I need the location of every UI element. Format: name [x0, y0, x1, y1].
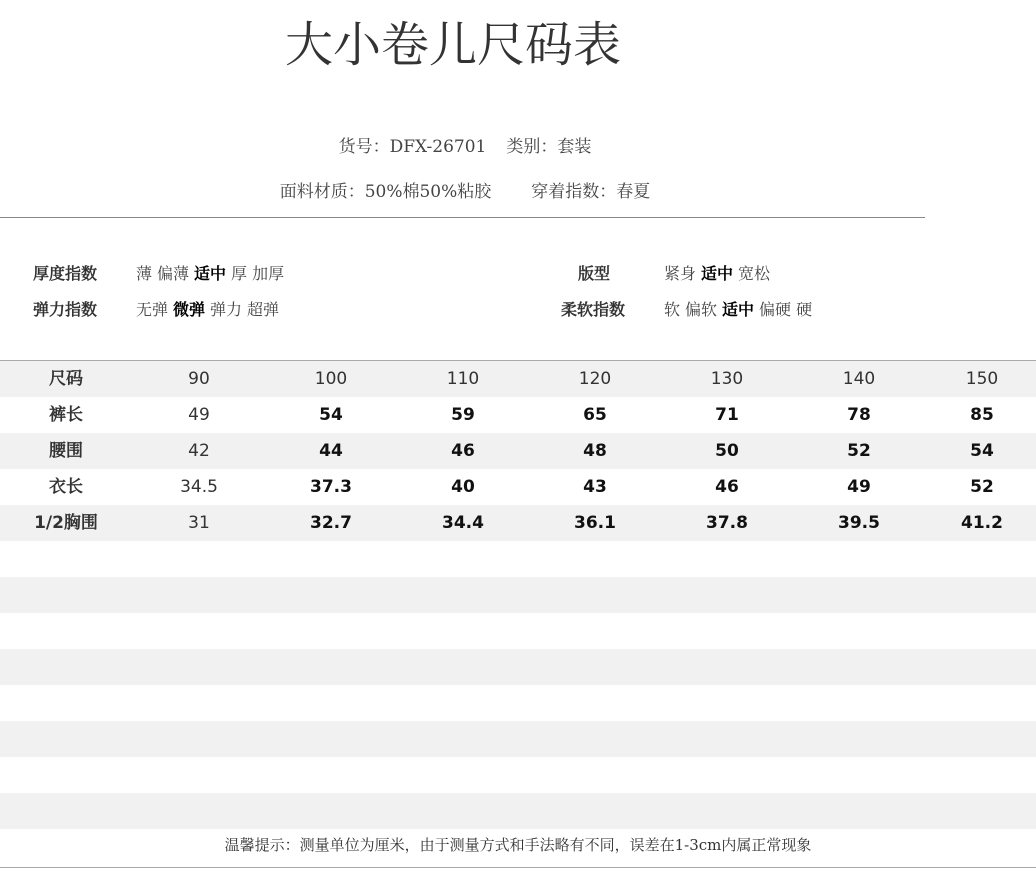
elasticity-option: 超弹: [247, 300, 280, 319]
softness-option: 软: [664, 300, 681, 319]
table-cell: 150: [965, 369, 999, 389]
table-cell: 31: [188, 513, 210, 533]
table-cell: 100: [314, 369, 348, 389]
table-cell: 32.7: [310, 513, 352, 533]
fit-label: 版型: [578, 264, 611, 283]
table-row: [0, 469, 1036, 505]
softness-option: 硬: [796, 300, 813, 319]
table-cell: 34.5: [180, 477, 218, 497]
footer-note: 温馨提示：测量单位为厘米，由于测量方式和手法略有不同，误差在1-3cm内属正常现象: [224, 836, 812, 854]
table-cell: 39.5: [838, 513, 880, 533]
table-cell: 59: [451, 405, 475, 425]
thickness-label: 厚度指数: [33, 264, 98, 283]
table-cell: 37.3: [310, 477, 352, 497]
table-cell: 46: [451, 441, 475, 461]
fit-options: [664, 261, 775, 284]
table-cell: 36.1: [574, 513, 616, 533]
table-row: [0, 505, 1036, 541]
thickness-option: 薄: [136, 264, 153, 283]
elasticity-options: [136, 297, 284, 320]
table-cell: 130: [710, 369, 744, 389]
table-cell: 71: [715, 405, 739, 425]
table-cell: 54: [319, 405, 343, 425]
category-label: 类别：: [506, 137, 558, 157]
table-row: [0, 577, 1036, 613]
page-title: 大小卷儿尺码表: [285, 17, 622, 73]
thickness-option: 偏薄: [157, 264, 190, 283]
elasticity-option: 弹力: [210, 300, 243, 319]
fit-option: 紧身: [664, 264, 697, 283]
table-cell: 85: [970, 405, 994, 425]
table-cell: 78: [847, 405, 871, 425]
fabric-value: 50%棉50%粘胶: [364, 182, 492, 202]
table-row: [0, 433, 1036, 469]
softness-option: 偏软: [685, 300, 718, 319]
season-label: 穿着指数：: [531, 182, 617, 202]
table-cell: 52: [970, 477, 994, 497]
row-label: 腰围: [49, 441, 83, 461]
table-cell: 120: [578, 369, 612, 389]
info-line-product: [0, 132, 930, 157]
table-cell: 90: [188, 369, 210, 389]
size-table: [0, 360, 1036, 868]
row-label: 尺码: [49, 369, 83, 389]
table-cell: 50: [715, 441, 739, 461]
elasticity-option: 无弹: [136, 300, 169, 319]
category-value: 套装: [557, 137, 592, 157]
table-cell: 46: [715, 477, 739, 497]
table-cell: 110: [446, 369, 480, 389]
table-cell: 40: [451, 477, 475, 497]
elasticity-option: 微弹: [173, 300, 206, 319]
item-no-value: DFX-26701: [389, 137, 487, 157]
row-label: 衣长: [49, 477, 83, 497]
table-cell: 34.4: [442, 513, 484, 533]
softness-options: [664, 297, 817, 320]
row-label: 裤长: [49, 405, 83, 425]
table-cell: 54: [970, 441, 994, 461]
table-cell: 52: [847, 441, 871, 461]
item-no-label: 货号：: [338, 137, 390, 157]
table-cell: 41.2: [961, 513, 1003, 533]
table-cell: 49: [847, 477, 871, 497]
table-cell: 42: [188, 441, 210, 461]
table-row: [0, 685, 1036, 721]
table-cell: 49: [188, 405, 210, 425]
thickness-option: 适中: [194, 264, 227, 283]
softness-option: 偏硬: [759, 300, 792, 319]
thickness-option: 加厚: [252, 264, 285, 283]
table-row: [0, 649, 1036, 685]
table-row: [0, 397, 1036, 433]
table-row: [0, 541, 1036, 577]
elasticity-label: 弹力指数: [33, 300, 98, 319]
fit-option: 宽松: [738, 264, 771, 283]
header-divider: [0, 217, 925, 218]
thickness-option: 厚: [231, 264, 248, 283]
thickness-options: [136, 261, 289, 284]
fit-option: 适中: [701, 264, 734, 283]
table-cell: 44: [319, 441, 343, 461]
table-cell: 65: [583, 405, 607, 425]
table-cell: 43: [583, 477, 607, 497]
table-row: [0, 793, 1036, 829]
table-row: [0, 757, 1036, 793]
table-row: [0, 361, 1036, 397]
table-cell: 140: [842, 369, 876, 389]
table-cell: 37.8: [706, 513, 748, 533]
softness-label: 柔软指数: [561, 300, 626, 319]
table-row: [0, 613, 1036, 649]
info-line-fabric: [0, 177, 930, 202]
table-cell: 48: [583, 441, 607, 461]
table-row: [0, 721, 1036, 757]
softness-option: 适中: [722, 300, 755, 319]
row-label: 1/2胸围: [34, 513, 98, 533]
fabric-label: 面料材质：: [279, 182, 365, 202]
season-value: 春夏: [616, 182, 651, 202]
